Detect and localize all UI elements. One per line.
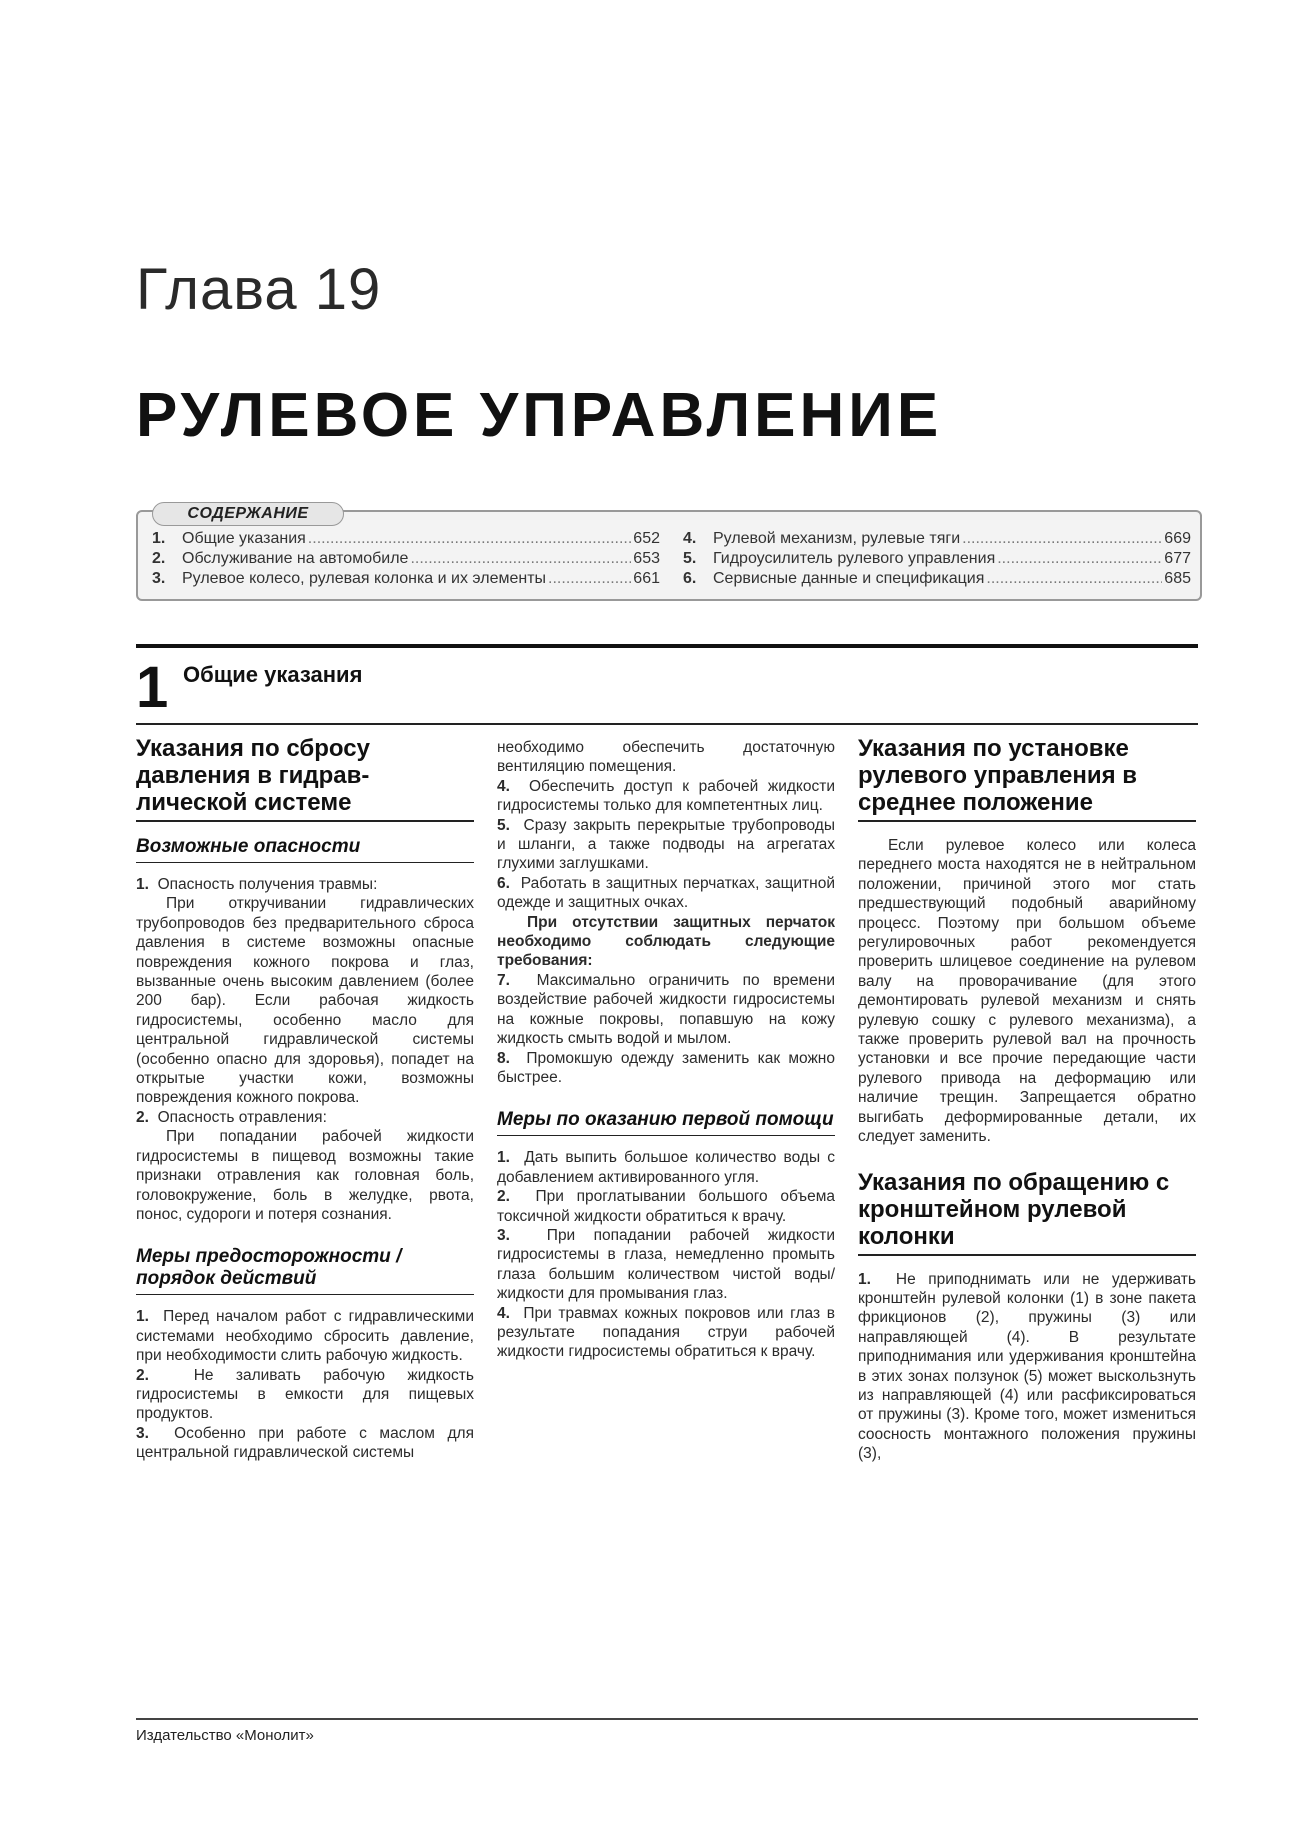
list-item: 4. При травмах кожных покровов или глаз в результате попадания струи рабочей жидкости гидросистемы обратиться к врачу. <box>497 1304 835 1361</box>
toc-item-label: Общие указания <box>182 530 306 547</box>
subheading: Возможные опасности <box>136 836 474 863</box>
toc-item[interactable] <box>152 549 660 569</box>
chapter-label: Глава 19 <box>136 257 382 322</box>
toc-item-page: 661 <box>633 570 660 587</box>
text-column-3 <box>858 735 1196 1464</box>
subsection-heading: Указания по обращению с кронштейном рулевой колонки <box>858 1169 1196 1256</box>
toc-item[interactable] <box>683 529 1191 549</box>
toc-item-number: 2. <box>152 550 166 567</box>
paragraph: Если рулевое колесо или колеса переднего моста находятся не в нейтральном положении, причиной этого мог стать предшествующий подобный аварийному процесс. Поэтому при большом объеме регулировочных работ рекомендуется проверить шлицевое соединение на рулевом валу на проворачивание (для этого демонтировать рулевой механизм и снять рулевую сошку с рулевого механизма), а также проверить рулевой вал на прочность установки и все прочие передающие части рулевого привода на деформацию или наличие трещин. Запрещается обратно выгибать деформированные детали, их следует заменить. <box>858 837 1196 1146</box>
list-item: 1. Не приподнимать или не удерживать кронштейн рулевой колонки (1) в зоне пакета фрикционов (2), пружины (3) или направляющей (4). В результате приподнимания или удерживания кронштейна в этих зонах ползунок (5) может выскользнуть из направляющей (4) или расфиксироваться от пружины (3). Кроме того, может измениться соосность монтажного положения пружины (3), <box>858 1270 1196 1463</box>
toc-leader-dots <box>962 529 1162 549</box>
list-item: 3. При попадании рабочей жидкости гидросистемы в глаза, немедленно промыть глаза большим количеством чистой воды/жидкости для промывания глаз. <box>497 1226 835 1303</box>
toc-item[interactable] <box>683 569 1191 589</box>
toc-item-number: 4. <box>683 530 697 547</box>
list-item: 2. При проглатывании большого объема токсичной жидкости обратиться к врачу. <box>497 1188 835 1225</box>
toc-item-page: 669 <box>1164 530 1191 547</box>
section-number: 1 <box>136 655 169 720</box>
section-divider <box>136 644 1198 648</box>
toc-leader-dots <box>410 549 631 569</box>
toc-item-label: Рулевой механизм, рулевые тяги <box>713 530 961 547</box>
toc-item-page: 685 <box>1164 570 1191 587</box>
list-item: 1. Перед началом работ с гидравлическими системами необходимо сбросить давление, при необходимости слить рабочую жидкость. <box>136 1308 474 1365</box>
toc-item-page: 677 <box>1164 550 1191 567</box>
text-column-2 <box>497 738 835 1362</box>
publisher-footer: Издательство «Монолит» <box>136 1727 314 1744</box>
list-item: 4. Обеспечить доступ к рабочей жидкости гидросистемы только для компетентных лиц. <box>497 777 835 815</box>
note-paragraph: При отсутствии защитных перчаток необходимо соблюдать следующие требования: <box>497 913 835 970</box>
toc-item-page: 653 <box>633 550 660 567</box>
list-item: 5. Сразу закрыть перекрытые трубопроводы и шланги, а также подводы на агрегатах глухими заглушками. <box>497 816 835 873</box>
text-column-1 <box>136 735 474 1463</box>
list-item: 1. Дать выпить большое количество воды с добавлением активированного угля. <box>497 1149 835 1186</box>
subsection-heading: Указания по сбросу давления в гидрав-лической системе <box>136 735 474 822</box>
list-item: 7. Максимально ограничить по времени воздействие рабочей жидкости гидросистемы на кожные покровы, попавшую на кожу жидкость смыть водой и мылом. <box>497 971 835 1048</box>
toc-item[interactable] <box>152 529 660 549</box>
toc-leader-dots <box>548 569 631 589</box>
list-item: 1. Опасность получения травмы: <box>136 876 378 893</box>
paragraph: При откручивании гидравлических трубопроводов без предварительного сброса давления в системе возможны опасные повреждения кожного покрова и глаз, вызванные очень высоким давлением (более 200 бар). Если рабочая жидкость гидросистемы, особенно масло для центральной гидравлической системы (особенно опасно для здоровья), попадет на открытые участки кожи, возможны повреждения кожного покрова. <box>136 895 474 1107</box>
toc-item-label: Сервисные данные и спецификация <box>713 570 985 587</box>
toc-item-number: 1. <box>152 530 166 547</box>
toc-item-number: 5. <box>683 550 697 567</box>
list-item: 6. Работать в защитных перчатках, защитной одежде и защитных очках. <box>497 874 835 912</box>
toc-column-right <box>683 529 1191 589</box>
table-of-contents <box>136 505 1202 601</box>
toc-item-label: Обслуживание на автомобиле <box>182 550 409 567</box>
toc-item-page: 652 <box>633 530 660 547</box>
list-item: 3. Особенно при работе с маслом для центральной гидравлической системы <box>136 1424 474 1462</box>
footer-divider <box>136 1718 1198 1720</box>
toc-leader-dots <box>308 529 632 549</box>
list-item: 2. Опасность отравления: <box>136 1108 327 1126</box>
toc-item-number: 6. <box>683 570 697 587</box>
toc-item-label: Гидроусилитель рулевого управления <box>713 550 996 567</box>
subsection-heading: Указания по установке рулевого управления в среднее положение <box>858 735 1196 822</box>
toc-leader-dots <box>997 549 1162 569</box>
list-item: 2. Не заливать рабочую жидкость гидросистемы в емкости для пищевых продуктов. <box>136 1366 474 1423</box>
section-underline <box>136 723 1198 725</box>
toc-item-label: Рулевое колесо, рулевая колонка и их элементы <box>182 570 547 587</box>
toc-item-number: 3. <box>152 570 166 587</box>
toc-item[interactable] <box>152 569 660 589</box>
subheading: Меры по оказанию первой помощи <box>497 1109 835 1136</box>
toc-item[interactable] <box>683 549 1191 569</box>
list-item: 8. Промокшую одежду заменить как можно быстрее. <box>497 1049 835 1086</box>
paragraph: необходимо обеспечить достаточную вентиляцию помещения. <box>497 739 835 776</box>
subheading: Меры предосторожности / порядок действий <box>136 1246 474 1295</box>
toc-tab-label: СОДЕРЖАНИЕ <box>152 502 344 526</box>
toc-leader-dots <box>986 569 1162 589</box>
section-title: Общие указания <box>183 662 363 687</box>
paragraph: При попадании рабочей жидкости гидросистемы в пищевод возможны такие признаки отравления как головная боль, головокружение, боль в желудке, рвота, понос, судороги и потеря сознания. <box>136 1128 474 1223</box>
page-title: РУЛЕВОЕ УПРАВЛЕНИЕ <box>136 381 943 450</box>
toc-column-left <box>152 529 660 589</box>
